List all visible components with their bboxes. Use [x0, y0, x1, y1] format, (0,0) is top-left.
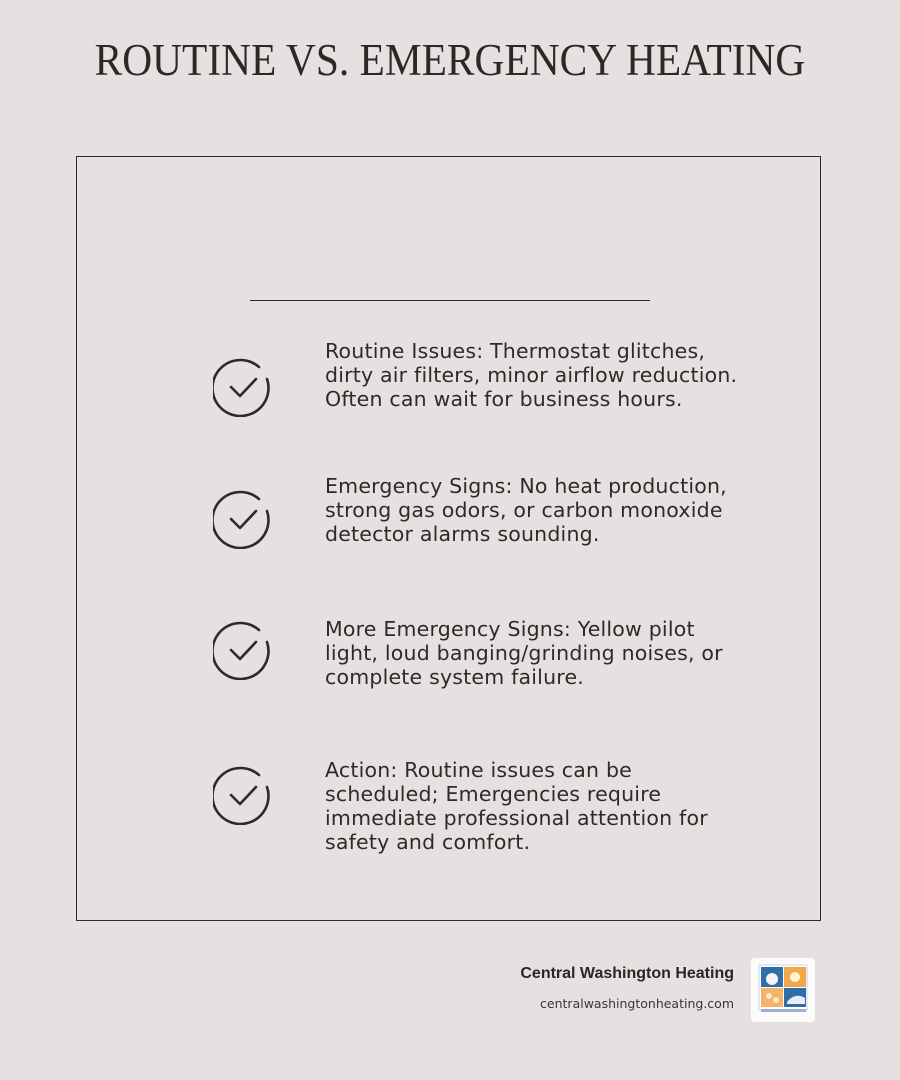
check-circle-icon: [213, 489, 273, 549]
item-text: More Emergency Signs: Yellow pilot light, loud banging/grinding noises, or complete system failure.: [325, 617, 723, 689]
company-logo: [751, 958, 815, 1022]
brand-name: Central Washington Heating: [520, 965, 734, 982]
check-circle-icon: [213, 357, 273, 417]
logo-icon: [751, 958, 815, 1022]
check-circle-icon: [213, 765, 273, 825]
divider-rule: [250, 300, 650, 301]
check-circle-icon: [213, 620, 273, 680]
item-text: Action: Routine issues can be scheduled; Emergencies require immediate professional attention for safety and comfort.: [325, 758, 708, 854]
website-link[interactable]: centralwashingtonheating.com: [540, 996, 734, 1011]
page-title: ROUTINE VS. EMERGENCY HEATING: [94, 35, 806, 85]
item-text: Emergency Signs: No heat production, strong gas odors, or carbon monoxide detector alarms sounding.: [325, 474, 727, 546]
item-text: Routine Issues: Thermostat glitches, dirty air filters, minor airflow reduction. Often can wait for business hours.: [325, 339, 738, 411]
